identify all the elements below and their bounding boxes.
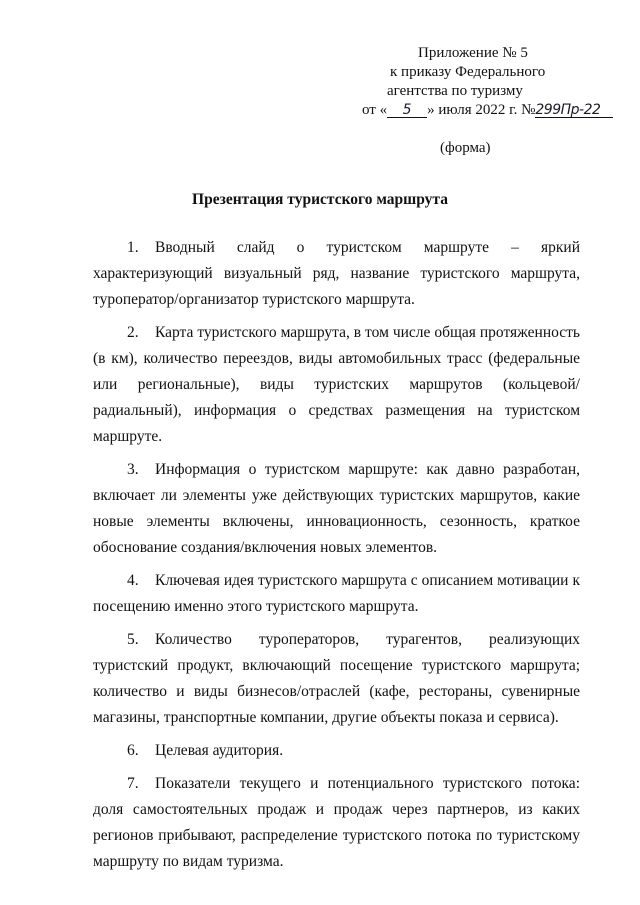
item-number: 1. bbox=[127, 239, 139, 256]
item-text: Вводный слайд о туристском маршруте – яркий характеризующий визуальный ряд, название туристского маршрута, туроператор/организатор туристского маршрута. bbox=[93, 239, 580, 308]
appendix-line-2: к приказу Федерального bbox=[390, 64, 546, 80]
item-text: Ключевая идея туристского маршрута с описанием мотивации к посещению именно этого туристского маршрута. bbox=[93, 572, 580, 615]
list-item bbox=[93, 738, 580, 764]
appendix-header bbox=[340, 44, 600, 120]
handwritten-order-number: 299Пр-22 bbox=[535, 103, 613, 118]
item-text: Целевая аудитория. bbox=[155, 742, 284, 759]
appendix-line-3: агентства по туризму bbox=[387, 83, 523, 99]
item-text: Показатели текущего и потенциального туристского потока: доля самостоятельных продаж и продаж через партнеров, из каких регионов прибывают, распределение туристского потока по туристскому маршруту по видам туризма. bbox=[93, 775, 580, 870]
appendix-line-1: Приложение № 5 bbox=[418, 45, 528, 61]
item-number: 5. bbox=[127, 631, 139, 648]
item-text: Количество туроператоров, турагентов, реализующих туристский продукт, включающий посещение туристского маршрута; количество и виды бизнесов/отраслей (кафе, рестораны, сувенирные магазины, транспортные компании, другие объекты показа и сервиса). bbox=[93, 631, 580, 726]
item-number: 6. bbox=[127, 742, 139, 759]
date-suffix: » июля 2022 г. № bbox=[427, 102, 536, 118]
document-body bbox=[93, 235, 580, 882]
list-item bbox=[93, 771, 580, 875]
list-item bbox=[93, 568, 580, 620]
list-item bbox=[93, 627, 580, 731]
item-number: 2. bbox=[127, 324, 139, 341]
list-item bbox=[93, 235, 580, 313]
item-number: 3. bbox=[127, 461, 139, 478]
form-label: (форма) bbox=[440, 140, 491, 156]
item-number: 7. bbox=[127, 775, 139, 792]
item-text: Информация о туристском маршруте: как давно разработан, включает ли элементы уже действующих туристских маршрутов, какие новые элементы включены, инновационность, сезонность, краткое обоснование создания/включения новых элементов. bbox=[93, 461, 580, 556]
order-date-line bbox=[340, 101, 600, 120]
item-number: 4. bbox=[127, 572, 139, 589]
handwritten-day: 5 bbox=[387, 103, 427, 118]
list-item bbox=[93, 320, 580, 450]
document-title: Презентация туристского маршрута bbox=[192, 191, 448, 208]
list-item bbox=[93, 457, 580, 561]
date-prefix: от « bbox=[362, 102, 388, 118]
item-text: Карта туристского маршрута, в том числе общая протяженность (в км), количество переездов, виды автомобильных трасс (федеральные или региональные), виды туристских маршрутов (кольцевой/радиальный), информация о средствах размещения на туристском маршруте. bbox=[93, 324, 580, 445]
